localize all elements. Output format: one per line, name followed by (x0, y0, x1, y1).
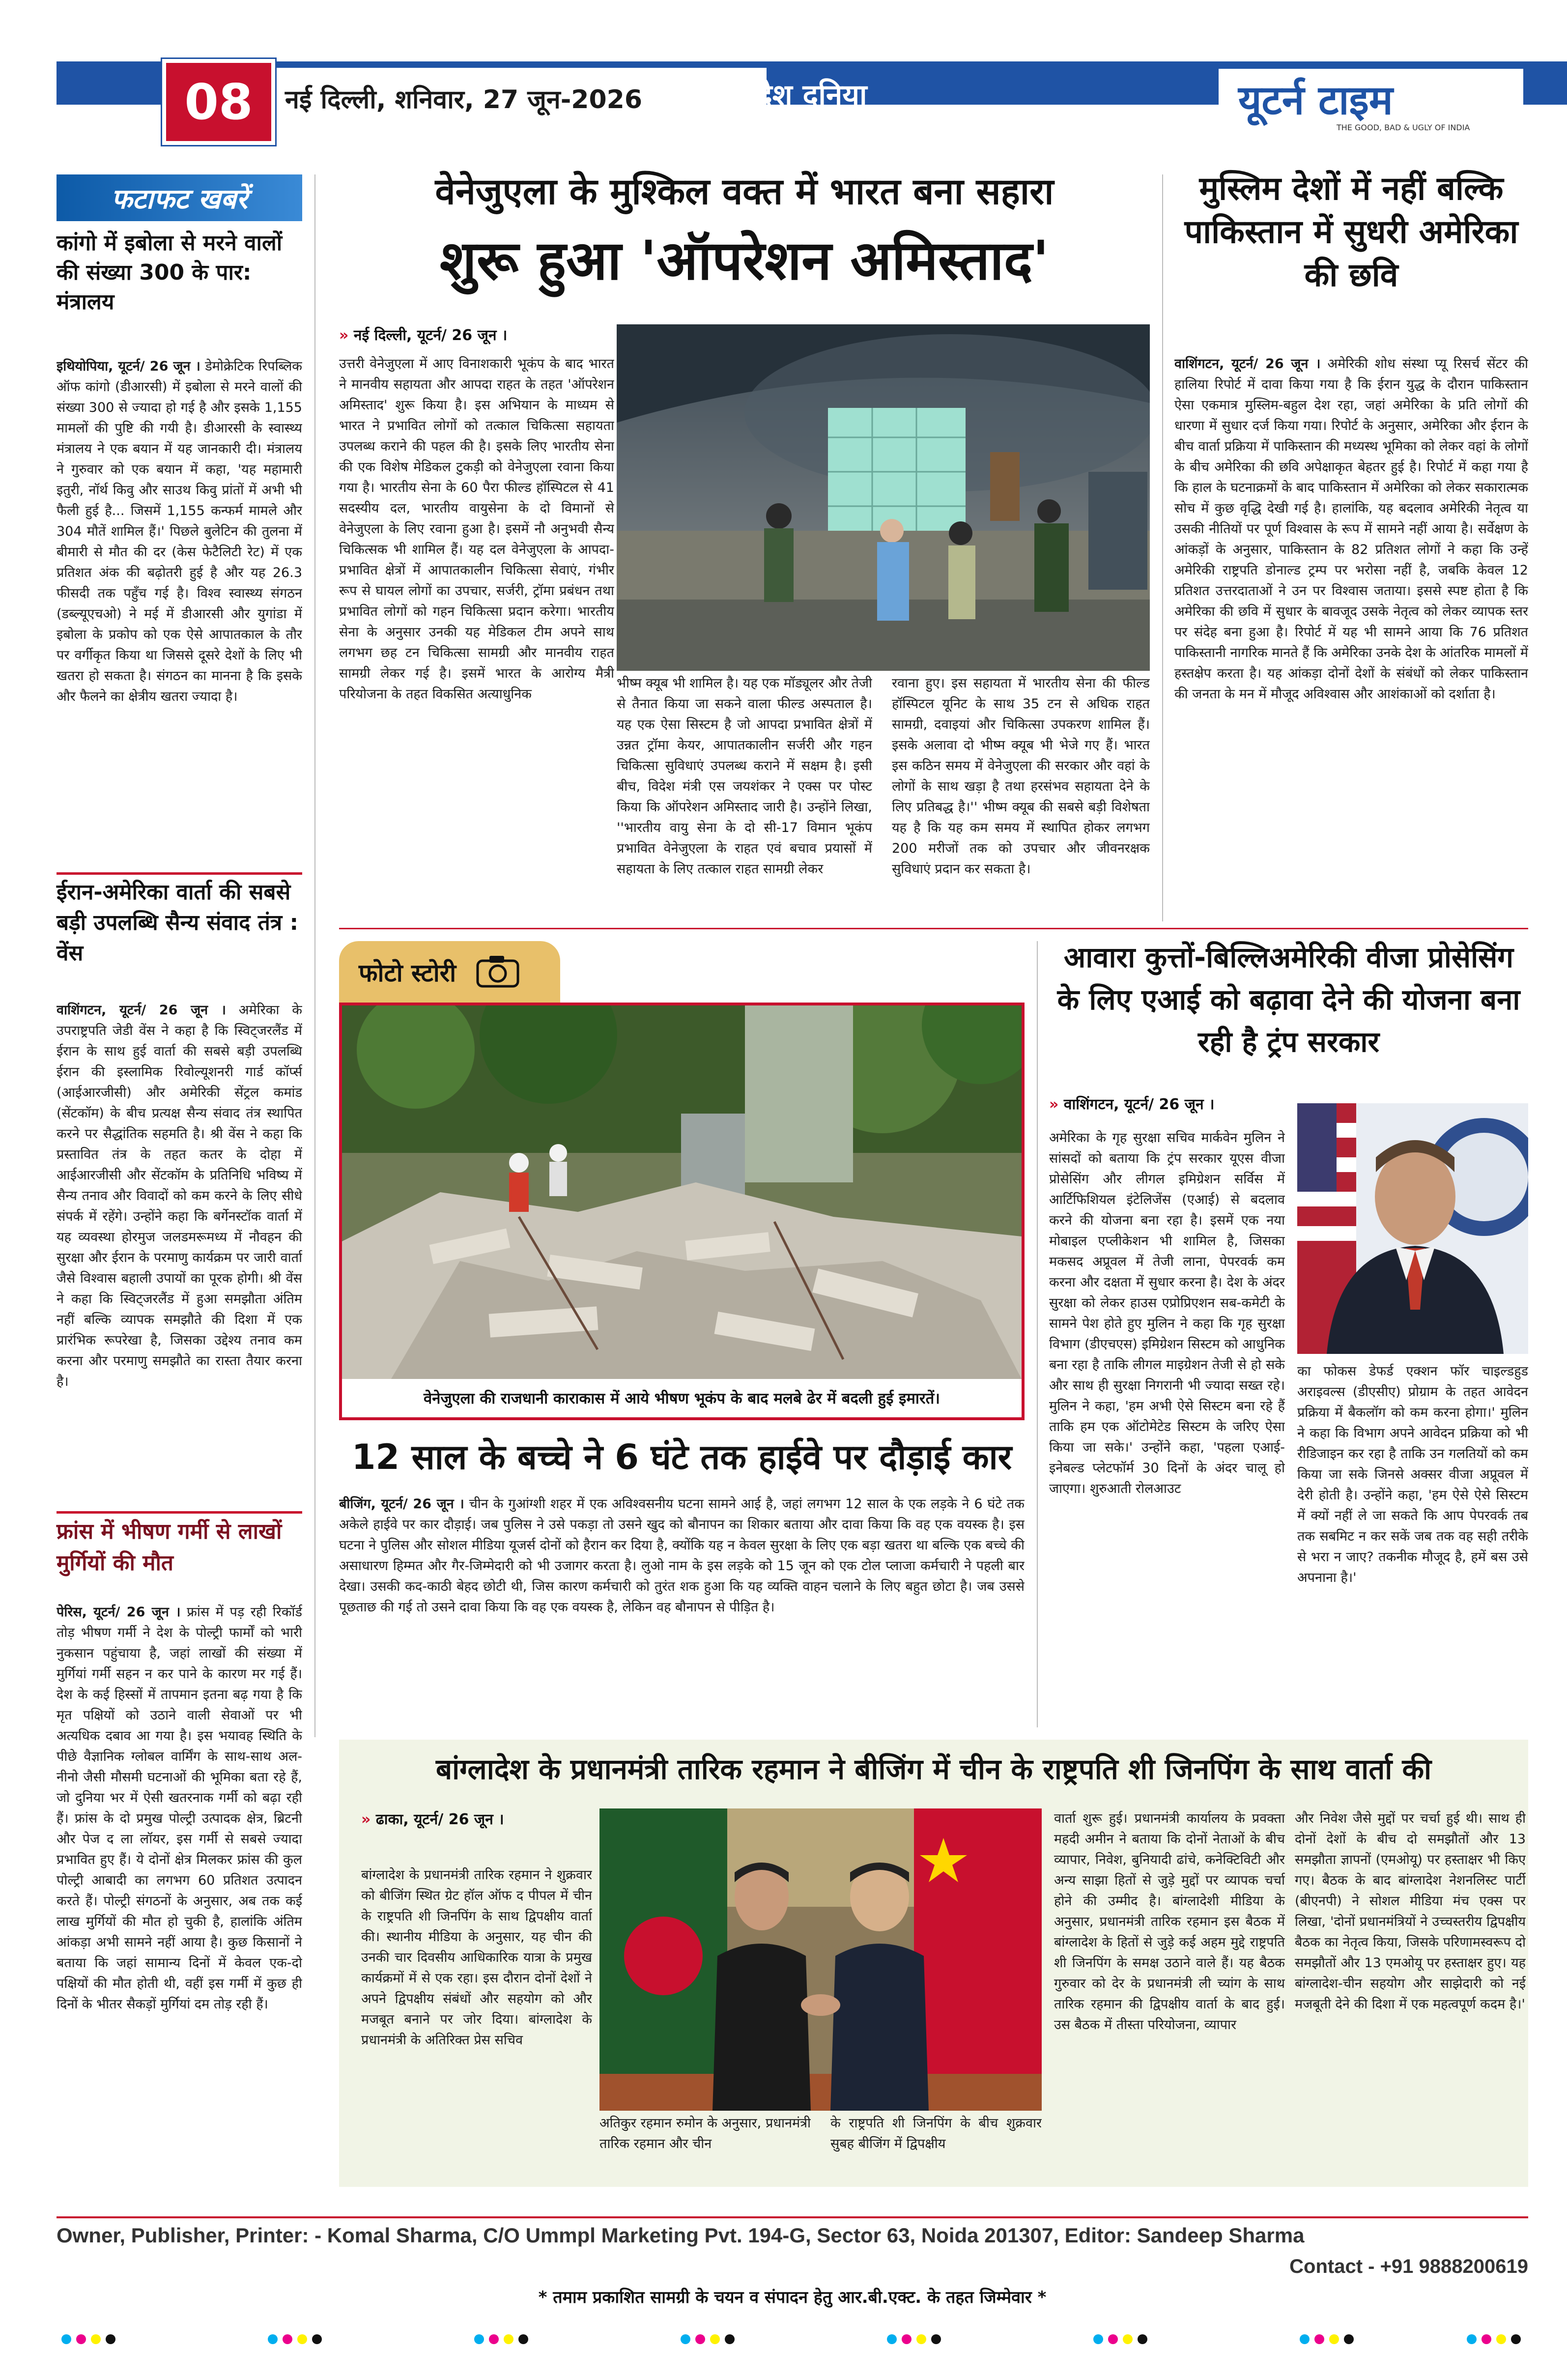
disclaimer-line: * तमाम प्रकाशित सामग्री के चयन व संपादन हेतु आर.बी.एक्ट. के तहत जिम्मेवार * (538, 2288, 1047, 2307)
page-number-badge (162, 59, 275, 145)
visa-dateline: वाशिंगटन, यूटर्न/ 26 जून । (1063, 1096, 1215, 1113)
quick-news-banner (57, 174, 302, 221)
boy-driving-article (339, 1494, 1025, 1725)
camera-icon (476, 954, 520, 990)
divider (57, 872, 302, 875)
aircraft-cargo-photo (617, 324, 1150, 671)
dateline-arrow-icon: » (361, 1811, 371, 1828)
leaders-handshake-photo (599, 1808, 1042, 2111)
pakistan-article (1174, 354, 1528, 919)
iran-us-article (57, 1000, 302, 1491)
official-portrait (1297, 1103, 1528, 1354)
ebola-body: डेमोक्रेटिक रिपब्लिक ऑफ कांगो (डीआरसी) में इबोला से मरने वालों की संख्या 300 से ज्यादा हो गई है और इसके 1,155 मामलों की पुष्टि की गयी है। डीआरसी के स्वास्थ्य मंत्रालय ने एक बयान में यह जानकारी दी। मंत्रालय ने गुरुवार को एक बयान में कहा, 'यह महामारी इतुरी, नॉर्थ किवु और साउथ किवु प्रांतों में अभी भी फैली हुई है... जिसमें 1,155 कन्फर्म मामले और 304 मौतें शामिल हैं।' पिछले बुलेटिन की तुलना में बीमारी से मौत की दर (केस फेटैलिटी रेट) में एक प्रतिशत अंक की बढ़ोतरी हुई है और यह 26.3 फीसदी तक पहुँच गई है। विश्व स्वास्थ्य संगठन (डब्ल्यूएचओ) ने मई में डीआरसी और युगांडा में इबोला के प्रकोप को एक ऐसे आपातकाल के तौर पर वर्गीकृत किया था जिससे दूसरे देशों के लिए भी खतरा हो सकता है। संगठन का मानना है कि इसके और फैलने का क्षेत्रीय खतरा ज्यादा है। (57, 359, 302, 704)
visa-ai-headline: आवारा कुत्तों-बिल्लिअमेरिकी वीजा प्रोसेसिंग के लिए एआई को बढ़ावा देने की योजना बना रही है ट्रंप सरकार (1057, 941, 1520, 1059)
france-heat-dateline: पेरिस, यूटर्न/ 26 जून । (57, 1605, 181, 1620)
issue-date: नई दिल्ली, शनिवार, 27 जून-2026 (285, 85, 643, 115)
page-number: 08 (184, 73, 253, 131)
column-rule (1162, 174, 1163, 921)
lead-col-1: उत्तरी वेनेजुएला में आए विनाशकारी भूकंप के बाद भारत ने मानवीय सहायता और आपदा राहत के तहत 'ऑपरेशन अमिस्ताद' शुरू किया है। इस अभियान के माध्यम से भारत ने प्रभावित लोगों को तत्काल चिकित्सा सहायता उपलब्ध कराने की पहल की है। इसके लिए भारतीय सेना की एक विशेष मेडिकल टुकड़ी को वेनेजुएला रवाना किया गया है। भारतीय सेना के 60 पैरा फील्ड हॉस्पिटल से 41 सदस्यीय दल, भारतीय वायुसेना के दो विमानों से वेनेजुएला के लिए रवाना हुआ है। इसमें नौ अनुभवी सैन्य चिकित्सक भी शामिल हैं। यह दल वेनेजुएला के आपदा-प्रभावित क्षेत्रों में आपातकालीन चिकित्सा सेवाएं, गंभीर रूप से घायल लोगों का उपचार, सर्जरी, ट्रॉमा प्रबंधन तथा प्रभावित लोगों को गहन चिकित्सा प्रदान करेगा। भारतीय सेना के अनुसार उनकी यह मेडिकल टीम अपने साथ लगभग छह टन चिकित्सा सामग्री और मानवीय राहत सामग्री लेकर गई है। इसमें भारत के आरोग्य मैत्री परियोजना के तहत विकसित अत्याधुनिक (339, 356, 614, 702)
boy-driving-body: चीन के गुआंग्शी शहर में एक अविश्वसनीय घटना सामने आई है, जहां लगभग 12 साल के एक लड़के ने 6 घंटे तक अकेले हाईवे पर कार दौड़ाई। जब पुलिस ने उसे पकड़ा तो उसने खुद को बौनापन का शिकार बताया और दावा किया कि वह एक वयस्क है। इस घटना ने पुलिस और सोशल मीडिया यूजर्स दोनों को हैरान कर दिया है, क्योंकि यह न केवल सुरक्षा के लिए एक बड़ा खतरा था बल्कि एक बच्चे की असाधारण हिम्मत और गैर-जिम्मेदारी को भी उजागर करता है। लुओ नाम के इस लड़के को 15 जून को एक टोल प्लाजा कर्मचारी ने पहली बार देखा। उसकी कद-काठी बेहद छोटी थी, जिस कारण कर्मचारी को तुरंत शक हुआ कि यह व्यक्ति वाहन चलाने के लिए बहुत छोटा है। जब उससे पूछताछ की गई तो उसने दावा किया कि वह एक वयस्क है, लेकिन वह बौनापन से पीड़ित है। (339, 1496, 1025, 1615)
ebola-dateline: इथियोपिया, यूटर्न/ 26 जून । (57, 359, 200, 374)
france-heat-headline: फ्रांस में भीषण गर्मी से लाखों मुर्गियों की मौत (57, 1519, 282, 1576)
pakistan-headline: मुस्लिम देशों में नहीं बल्कि पाकिस्तान में सुधरी अमेरिका की छवि (1184, 170, 1518, 294)
bangladesh-dateline: ढाका, यूटर्न/ 26 जून । (375, 1811, 504, 1828)
logo-tagline: THE GOOD, BAD & UGLY OF INDIA (1337, 123, 1470, 132)
photo-story-label: फोटो स्टोरी (359, 958, 456, 987)
earthquake-rubble-photo (342, 1005, 1022, 1379)
iran-us-body: अमेरिका के उपराष्ट्रपति जेडी वेंस ने कहा है कि स्विट्जरलैंड में ईरान के साथ हुई वार्ता की सबसे बड़ी उपलब्धि ईरान की इस्लामिक रिवोल्यूशनरी गार्ड कॉर्प्स (आईआरजीसी) और अमेरिकी सेंट्रल कमांड (सेंटकॉम) के बीच प्रत्यक्ष सैन्य संवाद तंत्र स्थापित करने पर सैद्धांतिक सहमति है। श्री वेंस ने कहा कि प्रस्तावित तंत्र के तहत कतर के दोहा में आईआरजीसी और सेंटकॉम के प्रतिनिधि भविष्य में सैन्य तनाव और विवादों को कम करने के लिए सीधे संपर्क में रहेंगे। उन्होंने कहा कि बर्गेनस्टॉक वार्ता में यह व्यवस्था होरमुज जलडमरूमध्य में नौवहन की सुरक्षा और ईरान के परमाणु कार्यक्रम पर जारी वार्ता जैसे विश्वास बहाली उपायों का पूरक होगी। श्री वेंस ने कहा कि स्विट्जरलैंड में हुआ समझौता अंतिम नहीं बल्कि व्यापक समझौते की दिशा में एक प्रारंभिक रूपरेखा है, जिसका उद्देश्य तनाव कम करना और परमाणु समझौते का रास्ता तैयार करना है। (57, 1003, 302, 1389)
bangladesh-dateline-row (361, 1808, 636, 1829)
bangladesh-col-4: और निवेश जैसे मुद्दों पर चर्चा हुई थी। साथ ही दोनों देशों के बीच दो समझौतों और 13 समझौता ज्ञापनों (एमओयू) पर हस्ताक्षर भी किए गए। बैठक के बाद बांग्लादेश नेशनलिस्ट पार्टी (बीएनपी) ने सोशल मीडिया मंच एक्स पर लिखा, 'दोनों प्रधानमंत्रियों ने उच्चस्तरीय द्विपक्षीय बैठक का नेतृत्व किया, जिसके परिणामस्वरूप दो समझौतों और 13 एमओयू पर हस्ताक्षर हुए। यह बांग्लादेश-चीन सहयोग और साझेदारी को नई मजबूती देने की दिशा में एक महत्वपूर्ण कदम है।' (1295, 1811, 1526, 2012)
registration-marks (57, 2329, 1528, 2349)
ebola-article (57, 356, 302, 848)
column-rule (314, 174, 315, 1737)
visa-col-1: अमेरिका के गृह सुरक्षा सचिव मार्कवेन मुलिन ने सांसदों को बताया कि ट्रंप सरकार यूएस वीजा प्रोसेसिंग और लीगल इमिग्रेशन सर्विस में आर्टिफिशियल इंटेलिजेंस (एआई) से बदलाव करने की योजना बना रहा है। इसमें एक नया मोबाइल एप्लीकेशन भी शामिल है, जिसका मकसद अप्रूवल में तेजी लाना, पेपरवर्क कम करना और दक्षता में सुधार करना है। देश के अंदर सुरक्षा को लेकर हाउस एप्रोप्रिएशन सब-कमेटी के सामने पेश होते हुए मुलिन ने कहा कि गृह सुरक्षा विभाग (डीएचएस) इमिग्रेशन सिस्टम को आधुनिक बना रहा है ताकि लीगल माइग्रेशन तेजी से हो सके और साथ ही सुरक्षा निगरानी भी ज्यादा सख्त रहे। मुलिन ने कहा, 'हम अभी ऐसे सिस्टम बना रहे हैं ताकि हम एक ऑटोमेटेड सिस्टम के जरिए ऐसा किया जा सके।' उन्होंने कहा, 'पहला एआई-इनेबल्ड प्लेटफॉर्म 30 दिनों के अंदर चालू हो जाएगा। शुरुआती रोलआउट (1049, 1130, 1285, 1496)
lead-dateline: नई दिल्ली, यूटर्न/ 26 जून । (353, 327, 508, 344)
lead-kicker: वेनेजुएला के मुश्किल वक्त में भारत बना सहारा (435, 171, 1054, 213)
divider (339, 928, 1528, 929)
newspaper-logo: यूटर्न टाइम (1238, 77, 1393, 124)
lead-headline: शुरू हुआ 'ऑपरेशन अमिस्ताद' (440, 229, 1049, 292)
iran-us-headline: ईरान-अमेरिका वार्ता की सबसे बड़ी उपलब्धि सैन्य संवाद तंत्र : वेंस (57, 880, 299, 966)
photo-story-tab (339, 941, 560, 1003)
mullin-photo (1297, 1103, 1528, 1354)
divider (57, 1511, 302, 1514)
bangladesh-meeting-photo (599, 1808, 1042, 2111)
france-heat-body: फ्रांस में पड़ रही रिकॉर्ड तोड़ भीषण गर्मी ने देश के पोल्ट्री फार्मों को भारी नुकसान पहुंचाया है, जहां लाखों की संख्या में मुर्गियां गर्मी सहन न कर पाने के कारण मर गई हैं। देश के कई हिस्सों में तापमान इतना बढ़ गया है कि मृत पक्षियों को उठाने वाली सेवाओं पर भी अत्यधिक दबाव आ गया है। इस भयावह स्थिति के पीछे वैज्ञानिक ग्लोबल वार्मिंग के साथ-साथ अल-नीनो जैसी मौसमी घटनाओं की भूमिका बता रहे हैं, जो दुनिया भर में ऐसी खतरनाक गर्मी को बढ़ा रही हैं। फ्रांस के दो प्रमुख पोल्ट्री उत्पादक क्षेत्र, ब्रिटनी और पेज द ला लॉयर, इस गर्मी से सबसे ज्यादा प्रभावित हुए हैं। ये दोनों क्षेत्र मिलकर फ्रांस की कुल पोल्ट्री आबादी का लगभग 60 प्रतिशत उत्पादन करते हैं। पोल्ट्री संगठनों के अनुसार, अब तक कई लाख मुर्गियों की मौत हो चुकी है, हालांकि अंतिम आंकड़ा अभी सामने नहीं आया है। कुछ किसानों ने बताया कि जहां सामान्य दिनों में केवल एक-दो पक्षियों की मौत होती थी, वहीं इस गर्मी में कुछ ही दिनों के भीतर सैकड़ों मुर्गियां दम तोड़ रही हैं। (57, 1605, 302, 2012)
boy-driving-dateline: बीजिंग, यूटर्न/ 26 जून । (339, 1496, 464, 1512)
bangladesh-col-3: वार्ता शुरू हुई। प्रधानमंत्री कार्यालय के प्रवक्ता महदी अमीन ने बताया कि दोनों नेताओं के बीच व्यापार, निवेश, बुनियादी ढांचे, कनेक्टिविटी और अन्य साझा हितों से जुड़े मुद्दों पर व्यापक चर्चा होने की उम्मीद है। बांग्लादेशी मीडिया के अनुसार, प्रधानमंत्री तारिक रहमान इस बैठक में बांग्लादेश के हितों से जुड़े कई अहम मुद्दे राष्ट्रपति शी जिनपिंग के समक्ष उठाने वाले हैं। यह बैठक गुरुवार को देर के प्रधानमंत्री ली च्यांग के साथ तारिक रहमान की द्विपक्षीय वार्ता के बाद हुई। उस बैठक में तीस्ता परियोजना, व्यापार (1054, 1811, 1285, 2033)
imprint-line: Owner, Publisher, Printer: - Komal Sharma, C/O Ummpl Marketing Pvt. 194-G, Sector 63, Noida 201307, Editor: Sandeep Sharma (57, 2224, 1305, 2247)
color-registration-dots (57, 2329, 1528, 2349)
photo-story-caption: वेनेजुएला की राजधानी काराकास में आये भीषण भूकंप के बाद मलबे ढेर में बदली हुई इमारतें। (342, 1379, 1022, 1417)
pakistan-body: अमेरिकी शोध संस्था प्यू रिसर्च सेंटर की हालिया रिपोर्ट में दावा किया गया है कि ईरान युद्ध के दौरान पाकिस्तान ऐसा एकमात्र मुस्लिम-बहुल देश रहा, जहां अमेरिका के प्रति लोगों की धारणा में सुधार दर्ज किया गया। रिपोर्ट के अनुसार, अमेरिका और ईरान के बीच वार्ता प्रक्रिया में पाकिस्तान की मध्यस्थ भूमिका को लेकर वहां के लोगों के बीच अमेरिका की छवि अपेक्षाकृत बेहतर हुई है। रिपोर्ट में कहा गया है कि हाल के घटनाक्रमों के बाद पाकिस्तान में अमेरिका को लेकर सकारात्मक सोच में कुछ वृद्धि देखी गई है। हालांकि, यह बदलाव अमेरिकी नेतृत्व या उसकी नीतियों पर पूर्ण विश्वास के रूप में सामने नहीं आया है। सर्वेक्षण के आंकड़ों के अनुसार, पाकिस्तान के 82 प्रतिशत लोगों ने कहा कि उन्हें अमेरिकी राष्ट्रपति डोनाल्ड ट्रम्प पर भरोसा नहीं है, जबकि केवल 12 प्रतिशत उत्तरदाताओं ने उन पर विश्वास जताया। इससे स्पष्ट होता है कि अमेरिका की छवि में सुधार के बावजूद उसके नेतृत्व को लेकर व्यापक स्तर पर संदेह बना हुआ है। रिपोर्ट में यह भी सामने आया कि 76 प्रतिशत पाकिस्तानी नागरिक मानते हैं कि अमेरिका उनके देश के आंतरिक मामलों में हस्तक्षेप करता है। यह आंकड़ा दोनों देशों के संबंधों को लेकर पाकिस्तान की जनता के मन में मौजूद अविश्वास और आशंकाओं को दर्शाता है। (1174, 356, 1528, 702)
bangladesh-caption-left: अतिकुर रहमान रुमोन के अनुसार, प्रधानमंत्री तारिक रहमान और चीन (599, 2116, 811, 2151)
lead-col-2: भीष्म क्यूब भी शामिल है। यह एक मॉड्यूलर और तेजी से तैनात किया जा सकने वाला फील्ड अस्पताल है। यह एक ऐसा सिस्टम है जो आपदा प्रभावित क्षेत्रों में उन्नत ट्रॉमा केयर, आपातकालीन सर्जरी और गहन चिकित्सा सुविधाएं उपलब्ध कराने में सक्षम है। इसी बीच, विदेश मंत्री एस जयशंकर ने एक्स पर पोस्ट किया कि ऑपरेशन अमिस्ताद जारी है। उन्होंने लिखा, ''भारतीय वायु सेना के दो सी-17 विमान भूकंप प्रभावित वेनेजुएला के राहत एवं बचाव प्रयासों में सहायता के लिए तत्काल राहत सामग्री लेकर (617, 676, 872, 877)
bangladesh-headline: बांग्लादेश के प्रधानमंत्री तारिक रहमान ने बीजिंग में चीन के राष्ट्रपति शी जिनपिंग के साथ वार्ता की (435, 1752, 1432, 1786)
dateline-arrow-icon: » (1049, 1096, 1059, 1113)
column-rule (1037, 941, 1038, 1727)
bangladesh-col-1: बांग्लादेश के प्रधानमंत्री तारिक रहमान ने शुक्रवार को बीजिंग स्थित ग्रेट हॉल ऑफ द पीपल में चीन के राष्ट्रपति शी जिनपिंग के साथ द्विपक्षीय वार्ता की। स्थानीय मीडिया के अनुसार, यह चीन की उनकी चार दिवसीय आधिकारिक यात्रा के प्रमुख कार्यक्रमों में से एक रहा। इस दौरान दोनों देशों ने अपने द्विपक्षीय संबंधों और सहयोग को और मजबूत बनाने पर जोर दिया। बांग्लादेश के प्रधानमंत्री के अतिरिक्त प्रेस सचिव (361, 1867, 592, 2048)
ebola-headline: कांगो में इबोला से मरने वालों की संख्या 300 के पार: मंत्रालय (57, 230, 283, 315)
bangladesh-caption-right: के राष्ट्रपति शी जिनपिंग के बीच शुक्रवार सुबह बीजिंग में द्विपक्षीय (830, 2116, 1042, 2151)
boy-driving-headline: 12 साल के बच्चे ने 6 घंटे तक हाईवे पर दौड़ाई कार (351, 1437, 1012, 1477)
lead-photo (617, 324, 1150, 671)
section-title: देश दुनिया (757, 78, 867, 113)
iran-us-dateline: वाशिंगटन, यूटर्न/ 26 जून । (57, 1003, 227, 1018)
photo-story-frame (339, 1003, 1025, 1420)
footer-rule (57, 2216, 1528, 2218)
quick-news-label: फटाफट खबरें (111, 183, 248, 215)
contact-line: Contact - +91 9888200619 (1289, 2256, 1528, 2277)
visa-col-2: का फोकस डेफर्ड एक्शन फॉर चाइल्डहुड अराइवल्स (डीएसीए) प्रोग्राम के तहत आवेदन प्रक्रिया में बैकलॉग को कम करना होगा।' मुलिन ने कहा कि विभाग अपने आवेदन प्रक्रिया को भी रीडिजाइन कर रहा है ताकि उन गलतियों को कम किया जा सके जिनसे अक्सर वीजा अप्रूवल में देरी होती है। उन्होंने कहा, 'हम ऐसे ऐसे सिस्टम में क्यों नहीं ले जा सकते कि आप पेपरवर्क तब तक सबमिट न कर सकें जब तक वह सही तरीके से भरा न जाए? तकनीक मौजूद है, हमें बस उसे अपनाना है।' (1297, 1364, 1528, 1585)
dateline-arrow-icon: » (339, 327, 349, 344)
lead-dateline-row (339, 324, 614, 344)
france-heat-article (57, 1602, 302, 2211)
pakistan-dateline: वाशिंगटन, यूटर्न/ 26 जून । (1174, 356, 1321, 372)
lead-col-3: रवाना हुए। इस सहायता में भारतीय सेना की फील्ड हॉस्पिटल यूनिट के साथ 35 टन से अधिक राहत सामग्री, दवाइयां और चिकित्सा उपकरण शामिल हैं। इसके अलावा दो भीष्म क्यूब भी भेजे गए हैं। भारत इस कठिन समय में वेनेजुएला की सरकार और वहां के लोगों के साथ खड़ा है तथा हरसंभव सहायता देने के लिए प्रतिबद्ध है।'' भीष्म क्यूब की सबसे बड़ी विशेषता यह है कि यह कम समय में स्थापित होकर लगभग 200 मरीजों तक को उपचार और जीवनरक्षक सुविधाएं प्रदान कर सकता है। (892, 676, 1150, 877)
